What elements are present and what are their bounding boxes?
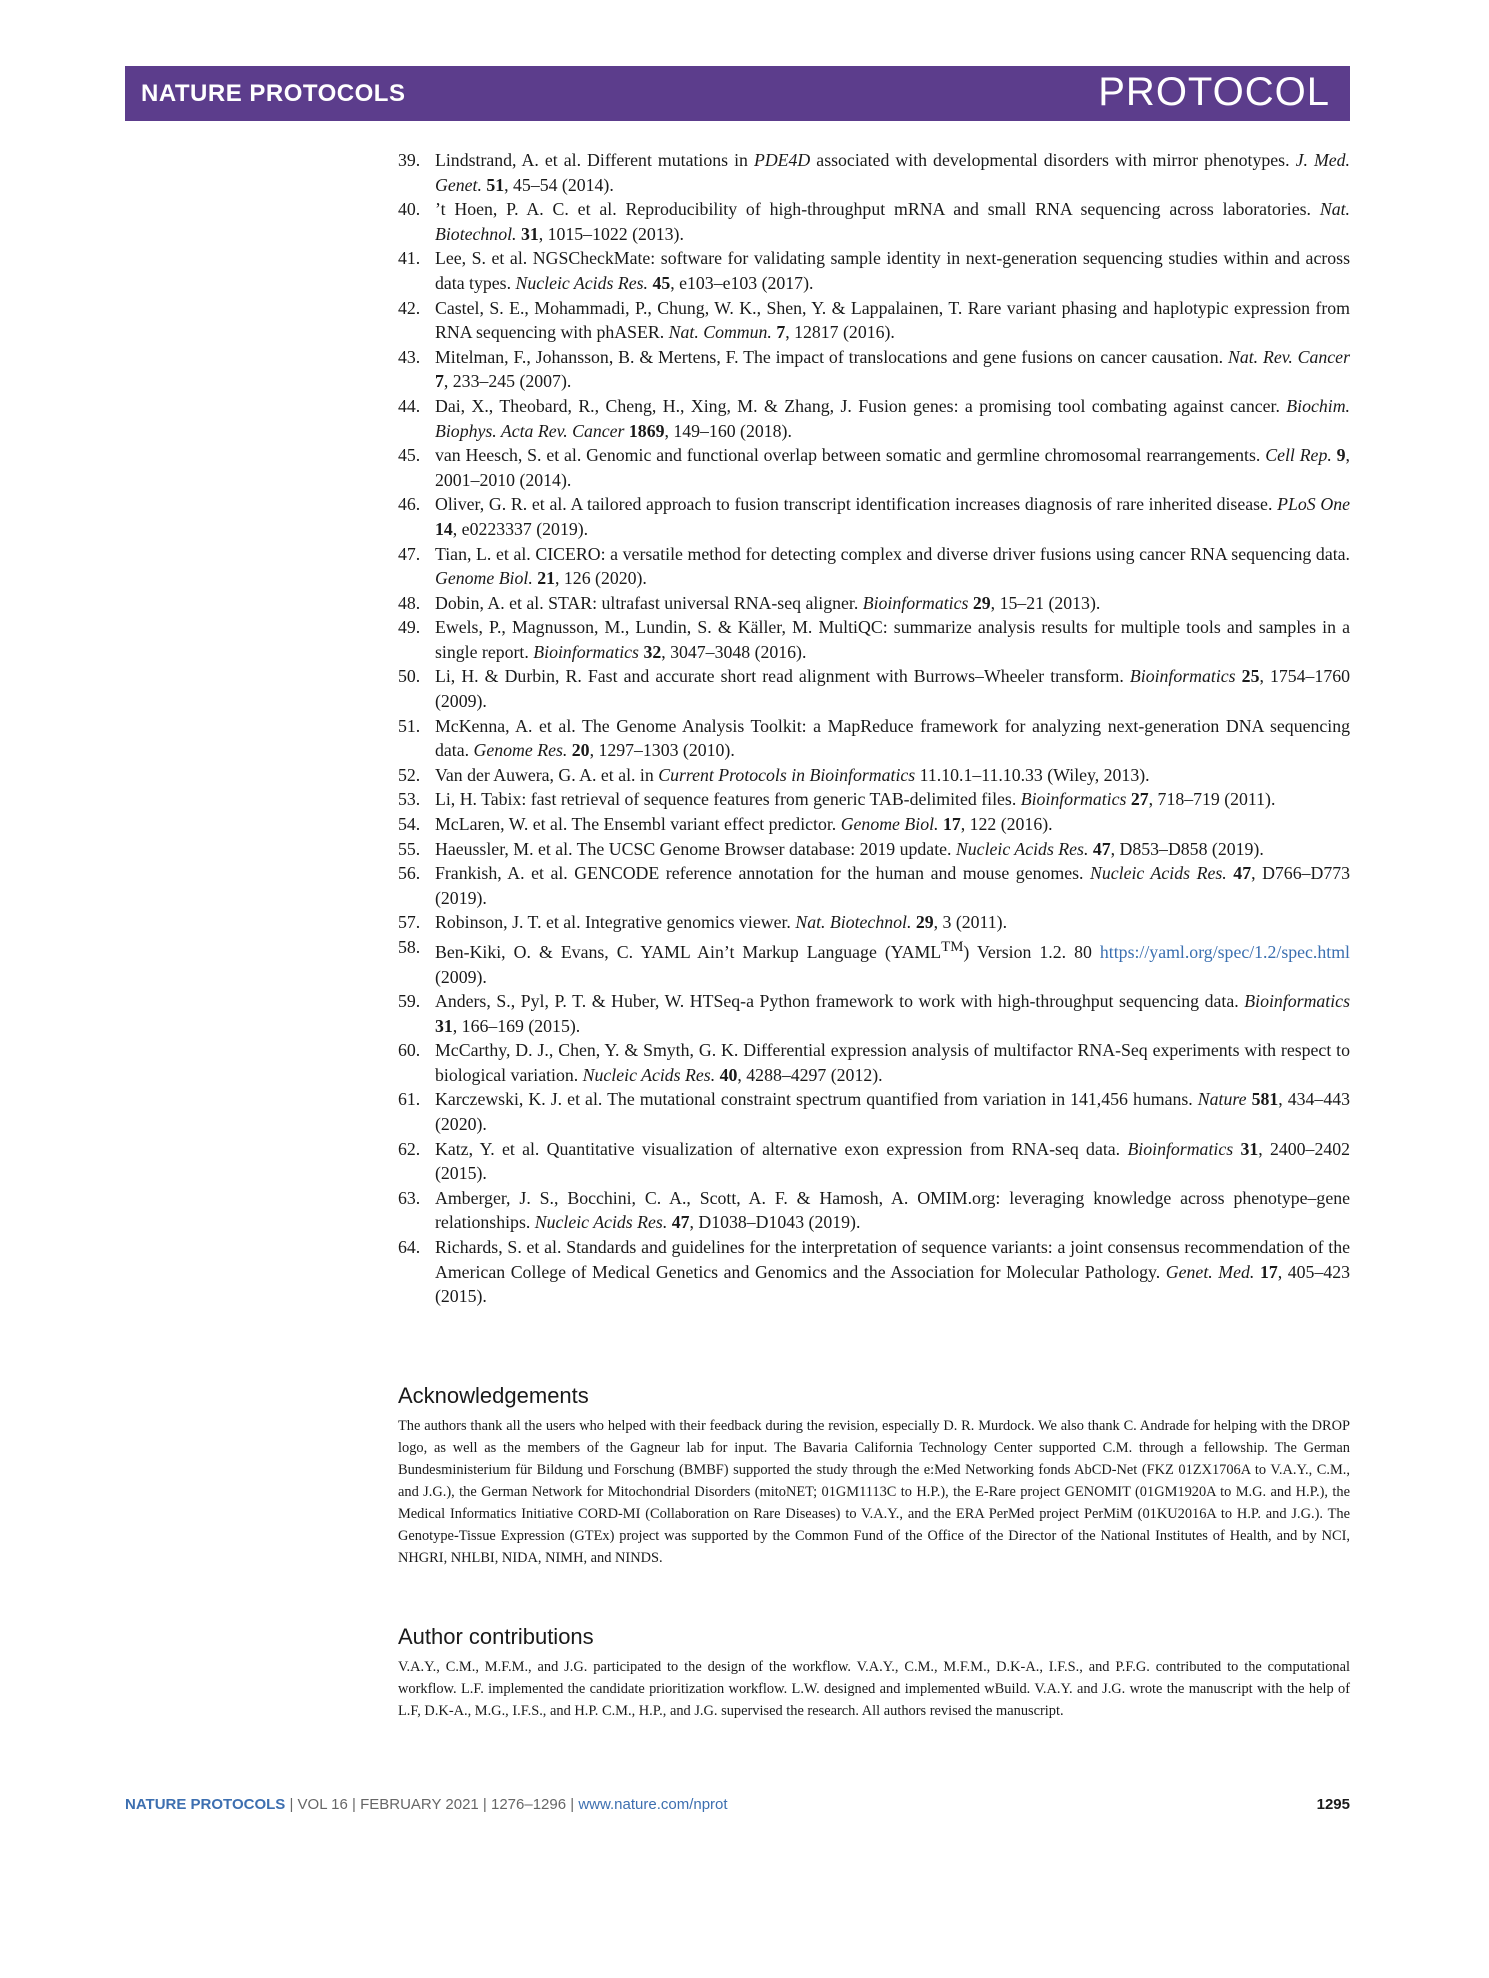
reference-item bbox=[398, 989, 1350, 1038]
reference-text: van Heesch, S. et al. Genomic and functional overlap between somatic and germline chromosomal rearrangements. Cell Rep. 9, 2001–2010 (2014). bbox=[435, 445, 1350, 490]
reference-text: Ben-Kiki, O. & Evans, C. YAML Ain’t Markup Language (YAML™) Version 1.2. 80 https://yaml.org/spec/1.2/spec.html (2009). bbox=[435, 939, 1350, 987]
reference-number: 63. bbox=[398, 1187, 421, 1208]
reference-text: Castel, S. E., Mohammadi, P., Chung, W. K., Shen, Y. & Lappalainen, T. Rare variant phasing and haplotypic expression from RNA sequencing with phASER. Nat. Commun. 7, 12817 (2016). bbox=[435, 297, 1350, 343]
reference-number: 56. bbox=[398, 863, 421, 884]
reference-text: Amberger, J. S., Bocchini, C. A., Scott, A. F. & Hamosh, A. OMIM.org: leveraging knowledge across phenotype–gene relationships. Nucleic Acids Res. 47, D1038–D1043 (2019). bbox=[435, 1187, 1350, 1233]
reference-text: McLaren, W. et al. The Ensembl variant effect predictor. Genome Biol. 17, 122 (2016). bbox=[435, 814, 1053, 835]
reference-text: Robinson, J. T. et al. Integrative genomics viewer. Nat. Biotechnol. 29, 3 (2011). bbox=[435, 912, 1008, 933]
reference-item bbox=[398, 345, 1350, 394]
reference-number: 55. bbox=[398, 838, 421, 859]
reference-number: 49. bbox=[398, 617, 421, 638]
reference-item bbox=[398, 296, 1350, 345]
acknowledgements-text: The authors thank all the users who helped with their feedback during the revision, especially D. R. Murdock. We also thank C. Andrade for helping with the DROP logo, as well as the members of the Gagneur lab for input. The Bavaria California Technology Center supported C.M. through a fellowship. The German Bundesministerium für Bildung und Forschung (BMBF) supported the study through the e:Med Networking fonds AbCD-Net (FKZ 01ZX1706A to V.A.Y., C.M., and J.G.), the German Network for Mitochondrial Disorders (mitoNET; 01GM1113C to H.P.), the E-Rare project GENOMIT (01GM1920A to M.G. and H.P.), the Medical Informatics Initiative CORD-MI (Collaboration on Rare Diseases) to V.A.Y., and the ERA PerMed project PerMiM (01KU2016A to H.P. and J.G.). The Genotype-Tissue Expression (GTEx) project was supported by the Common Fund of the Office of the Director of the National Institutes of Health, and by NCI, NHGRI, NHLBI, NIDA, NIMH, and NINDS. bbox=[398, 1418, 1350, 1566]
footer-url-link[interactable]: www.nature.com/nprot bbox=[578, 1796, 728, 1813]
reference-number: 43. bbox=[398, 346, 421, 367]
reference-number: 39. bbox=[398, 150, 421, 170]
footer-volume: VOL 16 bbox=[297, 1796, 348, 1813]
reference-item bbox=[398, 1038, 1350, 1087]
footer-pages: 1276–1296 bbox=[491, 1796, 567, 1813]
reference-number: 58. bbox=[398, 937, 421, 957]
reference-text: Van der Auwera, G. A. et al. in Current Protocols in Bioinformatics 11.10.1–11.10.33 (Wiley, 2013). bbox=[435, 764, 1150, 785]
reference-text: Frankish, A. et al. GENCODE reference annotation for the human and mouse genomes. Nucleic Acids Res. 47, D766–D773 (2019). bbox=[435, 863, 1350, 908]
reference-item bbox=[398, 910, 1350, 935]
reference-text: Lindstrand, A. et al. Different mutations in PDE4D associated with developmental disorders with mirror phenotypes. J. Med. Genet. 51, 45–54 (2014). bbox=[435, 150, 1350, 195]
journal-name: NATURE PROTOCOLS bbox=[141, 80, 406, 107]
reference-text: Anders, S., Pyl, P. T. & Huber, W. HTSeq-a Python framework to work with high-throughput sequencing data. Bioinformatics 31, 166–169 (2015). bbox=[435, 991, 1350, 1036]
footer-date: FEBRUARY 2021 bbox=[360, 1796, 479, 1813]
reference-text: Lee, S. et al. NGSCheckMate: software for validating sample identity in next-generation sequencing studies within and across data types. Nucleic Acids Res. 45, e103–e103 (2017). bbox=[435, 248, 1350, 293]
reference-number: 46. bbox=[398, 494, 421, 515]
reference-text: Tian, L. et al. CICERO: a versatile method for detecting complex and diverse driver fusions using cancer RNA sequencing data. Genome Biol. 21, 126 (2020). bbox=[435, 543, 1350, 589]
reference-item bbox=[398, 714, 1350, 763]
reference-text: Li, H. Tabix: fast retrieval of sequence features from generic TAB-delimited files. Bioinformatics 27, 718–719 (2011). bbox=[435, 789, 1276, 810]
reference-number: 53. bbox=[398, 789, 421, 810]
reference-item bbox=[398, 197, 1350, 246]
reference-text: Dobin, A. et al. STAR: ultrafast universal RNA-seq aligner. Bioinformatics 29, 15–21 (2013). bbox=[435, 592, 1101, 613]
reference-item bbox=[398, 542, 1350, 591]
author-contributions-section bbox=[398, 1624, 1350, 1722]
reference-text: Richards, S. et al. Standards and guidelines for the interpretation of sequence variants: a joint consensus recommendation of the American College of Medical Genetics and Genomics and the Association for Molecular Pathology. Genet. Med. 17, 405–423 (2015). bbox=[435, 1237, 1351, 1307]
reference-number: 61. bbox=[398, 1089, 421, 1110]
reference-item bbox=[398, 148, 1350, 197]
reference-number: 45. bbox=[398, 445, 421, 466]
reference-item bbox=[398, 1137, 1350, 1186]
reference-item bbox=[398, 1186, 1350, 1235]
footer-separator: | bbox=[478, 1796, 491, 1813]
reference-number: 41. bbox=[398, 248, 421, 269]
reference-text: McKenna, A. et al. The Genome Analysis Toolkit: a MapReduce framework for analyzing next-generation DNA sequencing data. Genome Res. 20, 1297–1303 (2010). bbox=[435, 715, 1350, 761]
reference-number: 64. bbox=[398, 1237, 421, 1258]
reference-text: Ewels, P., Magnusson, M., Lundin, S. & Käller, M. MultiQC: summarize analysis results for multiple tools and samples in a single report. Bioinformatics 32, 3047–3048 (2016). bbox=[435, 617, 1350, 662]
reference-item bbox=[398, 837, 1350, 862]
reference-item bbox=[398, 1235, 1350, 1309]
footer-journal: NATURE PROTOCOLS bbox=[125, 1796, 286, 1813]
author-contributions-text: V.A.Y., C.M., M.F.M., and J.G. participated to the design of the workflow. V.A.Y., C.M., M.F.M., D.K-A., I.F.S., and P.F.G. contributed to the computational workflow. L.F. implemented the candidate prioritization workflow. L.W. designed and implemented wBuild. V.A.Y. and J.G. wrote the manuscript with the help of L.F, D.K-A., M.G., I.F.S., and H.P. C.M., H.P., and J.G. supervised the research. All authors revised the manuscript. bbox=[398, 1659, 1350, 1719]
acknowledgements-heading: Acknowledgements bbox=[398, 1383, 589, 1408]
reference-item bbox=[398, 492, 1350, 541]
reference-item bbox=[398, 615, 1350, 664]
reference-number: 62. bbox=[398, 1138, 421, 1159]
reference-number: 52. bbox=[398, 764, 421, 785]
reference-item bbox=[398, 812, 1350, 837]
reference-item bbox=[398, 246, 1350, 295]
reference-text: McCarthy, D. J., Chen, Y. & Smyth, G. K. Differential expression analysis of multifactor RNA-Seq experiments with respect to biological variation. Nucleic Acids Res. 40, 4288–4297 (2012). bbox=[435, 1040, 1350, 1085]
footer-citation bbox=[125, 1796, 728, 1813]
reference-number: 48. bbox=[398, 592, 421, 613]
reference-item bbox=[398, 394, 1350, 443]
reference-text: Haeussler, M. et al. The UCSC Genome Browser database: 2019 update. Nucleic Acids Res. 47, D853–D858 (2019). bbox=[435, 838, 1264, 859]
reference-number: 42. bbox=[398, 297, 421, 318]
reference-item bbox=[398, 443, 1350, 492]
reference-number: 60. bbox=[398, 1040, 421, 1061]
article-type: PROTOCOL bbox=[1098, 70, 1330, 114]
reference-item bbox=[398, 787, 1350, 812]
reference-text: Dai, X., Theobard, R., Cheng, H., Xing, M. & Zhang, J. Fusion genes: a promising tool combating against cancer. Biochim. Biophys. Acta Rev. Cancer 1869, 149–160 (2018). bbox=[435, 395, 1350, 441]
footer-separator: | bbox=[566, 1796, 579, 1813]
reference-text: Karczewski, K. J. et al. The mutational constraint spectrum quantified from variation in 141,456 humans. Nature 581, 434–443 (2020). bbox=[435, 1089, 1350, 1135]
reference-item bbox=[398, 935, 1350, 989]
reference-text: ’t Hoen, P. A. C. et al. Reproducibility of high-throughput mRNA and small RNA sequencing across laboratories. Nat. Biotechnol. 31, 1015–1022 (2013). bbox=[435, 199, 1350, 244]
reference-text: Oliver, G. R. et al. A tailored approach to fusion transcript identification increases diagnosis of rare inherited disease. PLoS One 14, e0223337 (2019). bbox=[435, 494, 1350, 539]
reference-number: 50. bbox=[398, 666, 421, 687]
page-number: 1295 bbox=[1316, 1796, 1350, 1813]
author-contributions-heading: Author contributions bbox=[398, 1624, 594, 1649]
reference-item bbox=[398, 664, 1350, 713]
reference-item bbox=[398, 1087, 1350, 1136]
reference-number: 40. bbox=[398, 199, 421, 220]
reference-item bbox=[398, 763, 1350, 788]
reference-number: 59. bbox=[398, 991, 421, 1012]
reference-number: 47. bbox=[398, 543, 421, 564]
footer-separator: | bbox=[285, 1796, 298, 1813]
reference-list bbox=[398, 148, 1350, 1309]
reference-number: 51. bbox=[398, 715, 421, 736]
reference-text: Li, H. & Durbin, R. Fast and accurate short read alignment with Burrows–Wheeler transform. Bioinformatics 25, 1754–1760 (2009). bbox=[435, 666, 1350, 712]
reference-item bbox=[398, 591, 1350, 616]
reference-number: 54. bbox=[398, 814, 421, 835]
reference-item bbox=[398, 861, 1350, 910]
reference-text: Mitelman, F., Johansson, B. & Mertens, F. The impact of translocations and gene fusions on cancer causation. Nat. Rev. Cancer 7, 233–245 (2007). bbox=[435, 346, 1350, 392]
reference-text: Katz, Y. et al. Quantitative visualization of alternative exon expression from RNA-seq data. Bioinformatics 31, 2400–2402 (2015). bbox=[435, 1138, 1351, 1184]
spec-link[interactable]: https://yaml.org/spec/1.2/spec.html bbox=[1099, 941, 1350, 962]
footer-separator: | bbox=[347, 1796, 361, 1813]
reference-number: 44. bbox=[398, 395, 421, 416]
reference-number: 57. bbox=[398, 912, 421, 933]
acknowledgements-section bbox=[398, 1383, 1350, 1569]
header-banner bbox=[125, 66, 1350, 121]
